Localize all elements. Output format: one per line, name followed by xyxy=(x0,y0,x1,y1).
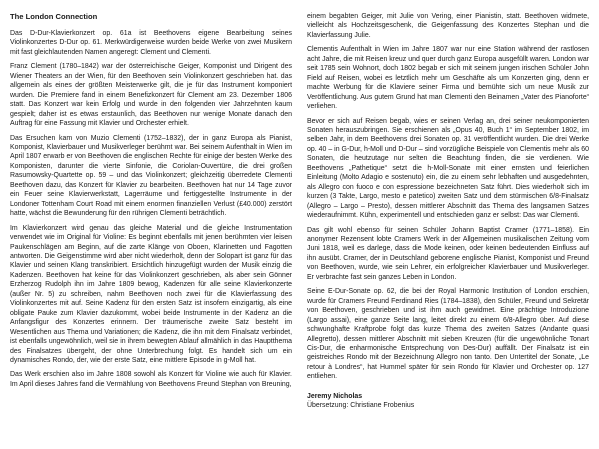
translator-credit: Übersetzung: Christiane Frobenius xyxy=(307,402,415,410)
paragraph: Bevor er sich auf Reisen begab, wies er seinen Verlag an, drei seiner neukomponierten Sonaten herauszubringen. Sie erschienen als „Opus 40, Buch 1“ im September 1802, im selben Jahr, in dem Beethovens drei Sonaten op. 31 veröffentlicht wurden. Die drei Werke op. 40 – in G-Dur, h-Moll und D-Dur – sind vorzügliche Beispiele von Clementis mehr als 60 Sonaten, die heutzutage nur selten die Beachtung finden, die sie verdienen. Wie Beethovens „Pathetique“ setzt die h-Moll-Sonate mit einer ernsten und feierlichen Einleitung (Molto Adagio e sostenuto) ein, die zu einem sehr lebhaften und ausgedehnten, als Allegro con fuoco e con espressione bezeichneten Satz führt. Dies wiederholt sich im kurzen (3 Takte, Largo, mesto e patetico) zweiten Satz und dem stürmischen 6/8-Finalsatz (Allegro – Largo – Presto), dessen mittlerer Abschnitt das Thema des langsamen Satzes wiederaufnimmt. Kühn, experimentell und entschieden ganz er selbst: Das war Clementi. xyxy=(307,117,589,220)
paragraph: Das Ersuchen kam von Muzio Clementi (1752–1832), der in ganz Europa als Pianist, Komponist, Klavierbauer und Musikverleger berühmt war. Bei seinem Aufenthalt in Wien im April 1807 erwarb er von Beethoven die englischen Rechte für einige der besten Werke des Komponisten, darunter die vierte Sinfonie, die Coriolan-Ouvertüre, die drei großen Rasumowsky-Quartette op. 59 – und das Violinkonzert; gleichzeitig überredete Clementi Beethoven dazu, das Konzert für Klavier zu bearbeiten. Beethoven hat nur 14 Tage zuvor ein Feuer seine Klavierwerkstatt, Lagerräume und fertiggestellte Instrumente in der Londoner Tottenham Court Road mit einem enormen finanziellen Verlust (£40.000) zerstört hatte, wächst die Bewunderung für den rührigen Clementi beträchtlich. xyxy=(10,134,292,218)
paragraph: Franz Clement (1780–1842) war der österreichische Geiger, Komponist und Dirigent des Wiener Theaters an der Wien, für den Beethoven sein Violinkonzert geschrieben hat. das allgemein als eines der größten Meisterwerke gilt, die je für das Instrument komponiert wurden. Die Premiere fand in einem Benefizkonzert für Clement am 23. Dezember 1806 statt. Das Konzert war kein Erfolg und wurde in den folgenden vier Jahrzehnten kaum gespielt; daher ist es etwas erstaunlich, das Beethoven nur wenige Monate danach den Auftrag für eine Fassung mit Klavier und Orchester erhielt. xyxy=(10,63,292,128)
left-column xyxy=(10,12,292,449)
paragraph: Clementis Aufenthalt in Wien im Jahre 1807 war nur eine Station während der rastlosen acht Jahre, die mit Reisen kreuz und quer durch ganz Europa ausgefüllt waren. London war seit 1785 sein Wohnort, doch 1802 begab er sich mit seinem jungen irischen Schüler John Field auf Reisen, wobei es letztlich mehr um Geschäfte als um Konzerten ging, denn er machte Werbung für die Klaviere seiner Firma und bemühte sich um neue Musik zur Veröffentlichung. Aus gutem Grund hat man Clementi den Beinamen „Vater des Pianoforte“ verliehen. xyxy=(307,46,589,111)
article-title: The London Connection xyxy=(10,12,98,21)
author-credit xyxy=(307,392,589,411)
paragraph: Im Klavierkonzert wird genau das gleiche Material und die gleiche Instrumentation verwendet wie im Original für Violine: Es beginnt ebenfalls mit jenen berühmten vier leisen Paukenschlägen am Beginn, auf die zarte Klänge von Oboen, Klarinetten und Fagotten antworten. Die Geigenstimme wird aber nicht wiederholt, denn der Solopart ist ganz für das Klavier und seinen Klang transkribiert. Ersichtlich hinzugefügt wurden der Musik einzig die Kadenzen. Beethoven hat keine für das Violinkonzert geschrieben, als aber sein Gönner Erzherzog Rudolph ihn im Jahre 1809 bewog, Kadenzen für alle seine Klavierkonzerte (außer Nr. 5) zu schreiben, nahm Beethoven noch zwei für die Klavierfassung des Violinkonzertes mit auf. Seine Kadenz für den ersten Satz ist insofern einzigartig, als eine obligate Pauke zum Klavier dazukommt, wobei beide Instrumente in der Kadenz an die Anfangsfigur des Konzertes erinnern. Der träumerische zweite Satz besteht im Wesentlichen aus Thema und Variationen; die Kadenz, die ihn mit dem Finalsatz verbindet, ist ebenfalls ungewöhnlich, weil sie in ihrem bewegten Ablauf allmählich in das Hauptthema des Finalsatzes übergeht, der ohne Unterbrechung folgt. Es handelt sich um ein dynamisches Rondo, der, wie der erste Satz, eine mittlere Episode in g-Moll hat. xyxy=(10,224,292,364)
author-name: Jeremy Nicholas xyxy=(307,392,363,400)
paragraph: Das D-Dur-Klavierkonzert op. 61a ist Beethovens eigene Bearbeitung seines Violinkonzertes D-Dur op. 61. Merkwürdigerweise wurden beide Werke von zwei Musikern mit fast gleichlautenden Namen angeregt: Clement und Clementi. xyxy=(10,30,292,56)
paragraph: Das gilt wohl ebenso für seinen Schüler Johann Baptist Cramer (1771–1858). Ein anonymer Rezensent lobte Cramers Werk in der Allgemeinen musikalischen Zeitung vom Juni 1818, weil es darlege, dass die Mode keinen, oder keinen bedeutenden Einfluss auf ihn ausübt. Cramer, der in Deutschland geborene englische Pianist, Komponist und Freund von Beethoven, wurde, wie sein Lehrer, ein erfolgreicher Klavierbauer und Musikverleger. Er verbrachte fast sein ganzes Leben in London. xyxy=(307,226,589,281)
paragraph: einem begabten Geiger, mit Julie von Vering, einer Pianistin, statt. Beethoven widmete, vielleicht als Hochzeitsgeschenk, die Geigenfassung des Konzertes Stephan und die Klavierfassung Julie. xyxy=(307,13,589,39)
paragraph: Das Werk erschien also im Jahre 1808 sowohl als Konzert für Violine wie auch für Klavier. Im April dieses Jahres fand die Vermählung von Beethovens Freund Stephan von Breuning, xyxy=(10,371,292,388)
paragraph: Seine E-Dur-Sonate op. 62, die bei der Royal Harmonic Institution of London erschien, wurde für Cramers Freund Ferdinand Ries (1784–1838), den Schüler, Freund und Sekretär von Beethoven, geschrieben und ist ihm auch gewidmet. Eine prächtige Introduzione (Largo assai), eine ganze Seite lang, leitet direkt zu einem 6/8-Allegro über. Auf diese schwunghafte Kraftprobe folgt das kurze Thema des zweiten Satzes (Andante quasi Allegretto), dessen mittlerer Abschnitt mit sieben Kreuzen (für die ungewöhnliche Tonart Cis-Dur, die enharmonische Entsprechung von Des-Dur) auffällt. Der Finalsatz ist ein geistreiches Rondo mit der Bezeichnung Allegro non tanto. Den Untertitel der Sonate, „Le retour à Londres“, hat Hummel später für sein Rondo für Klavier und Orchester op. 127 entliehen. xyxy=(307,288,589,381)
right-column xyxy=(307,12,589,449)
